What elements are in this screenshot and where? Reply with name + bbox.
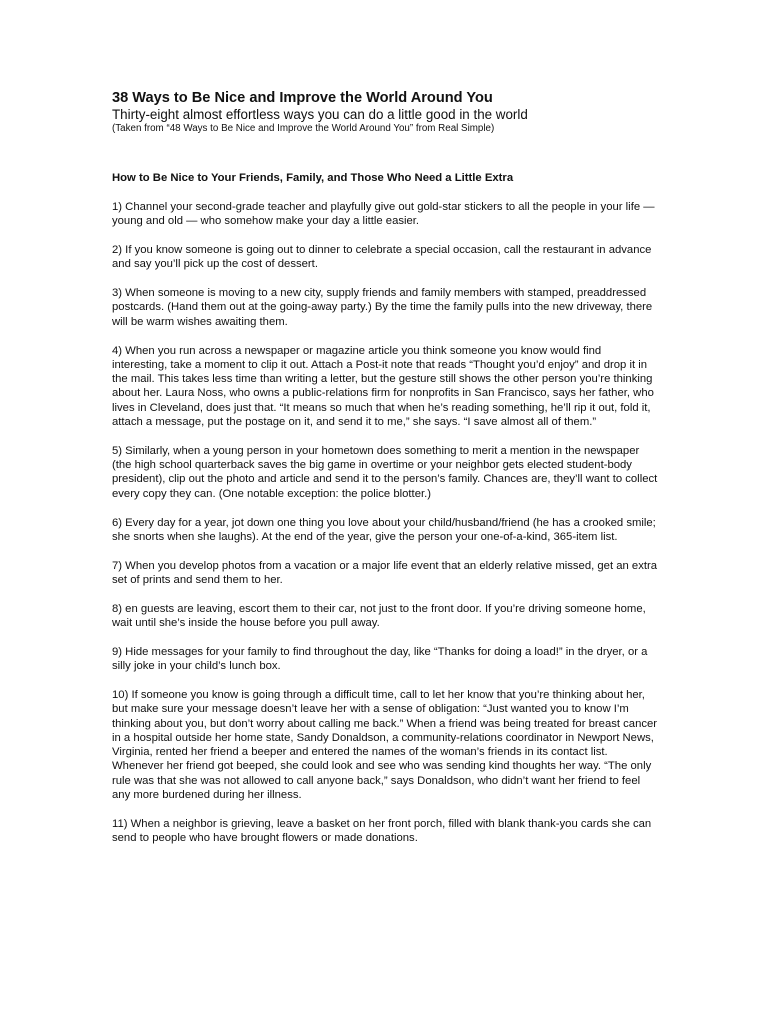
list-item: 2) If you know someone is going out to dinner to celebrate a special occasion, call the restaurant in advance and say you’ll pick up the cost of dessert. <box>112 244 652 271</box>
list-item: 4) When you run across a newspaper or magazine article you think someone you know would find interesting, take a moment to clip it out. Attach a Post-it note that reads “Thought you’d enjoy” and drop it in the mail. This takes less time than writing a letter, but the gesture still shows the other person you’re thinking about her. Laura Noss, who owns a public-relations firm for nonprofits in San Francisco, says her father, who lives in Cleveland, does just that. “It means so much that when he’s reading something, he’ll rip it out, fold it, attach a message, put the postage on it, and send it to me,” she says. “I save almost all of them.” <box>112 344 654 429</box>
list-item: 10) If someone you know is going through a difficult time, call to let her know that you’re thinking about her, but make sure your message doesn’t leave her with a sense of obligation: “Just wanted you to know I’m thinking about you, but don’t worry about calling me back.” When a friend was being treated for breast cancer in a hospital outside her home state, Sandy Donaldson, a community-relations coordinator in Newport News, Virginia, rented her friend a beeper and entered the names of the woman’s friends in its contact list. Whenever her friend got beeped, she could look and see who was sending kind thoughts her way. “The only rule was that she was not allowed to call anyone back,” says Donaldson, who didn’t want her friend to feel any more burdened during her illness. <box>112 688 658 801</box>
section-heading: How to Be Nice to Your Friends, Family, and Those Who Need a Little Extra <box>112 172 514 184</box>
list-item: 3) When someone is moving to a new city, supply friends and family members with stamped, preaddressed postcards. (Hand them out at the going-away party.) By the time the family pulls into the new driveway, there will be warm wishes awaiting them. <box>112 287 653 328</box>
list-item: 8) en guests are leaving, escort them to their car, not just to the front door. If you’re driving someone home, wait until she’s inside the house before you pull away. <box>112 602 646 630</box>
list-item: 5) Similarly, when a young person in your hometown does something to merit a mention in the newspaper (the high school quarterback saves the big game in overtime or your neighbor gets elected student-body president), clip out the photo and article and send it to the person’s family. Chances are, they’ll want to collect every copy they can. (One notable exception: the police blotter.) <box>112 444 658 500</box>
document-subtitle: Thirty-eight almost effortless ways you can do a little good in the world <box>112 107 528 122</box>
list-item: 9) Hide messages for your family to find throughout the day, like “Thanks for doing a load!” in the dryer, or a silly joke in your child’s lunch box. <box>112 645 648 673</box>
list-item: 11) When a neighbor is grieving, leave a basket on her front porch, filled with blank thank-you cards she can send to people who have brought flowers or made donations. <box>112 817 652 845</box>
document-title: 38 Ways to Be Nice and Improve the World Around You <box>112 90 493 106</box>
list-item: 6) Every day for a year, jot down one thing you love about your child/husband/friend (he has a crooked smile; she snorts when she laughs). At the end of the year, give the person your one-of-a-kind, 365-item list. <box>112 516 656 543</box>
list-item: 1) Channel your second-grade teacher and playfully give out gold-star stickers to all the people in your life — young and old — who somehow make your day a little easier. <box>112 201 655 228</box>
list-item: 7) When you develop photos from a vacation or a major life event that an elderly relative missed, get an extra set of prints and send them to her. <box>112 559 658 586</box>
source-note: (Taken from “48 Ways to Be Nice and Improve the World Around You” from Real Simple) <box>112 123 495 134</box>
tips-list <box>112 200 658 845</box>
